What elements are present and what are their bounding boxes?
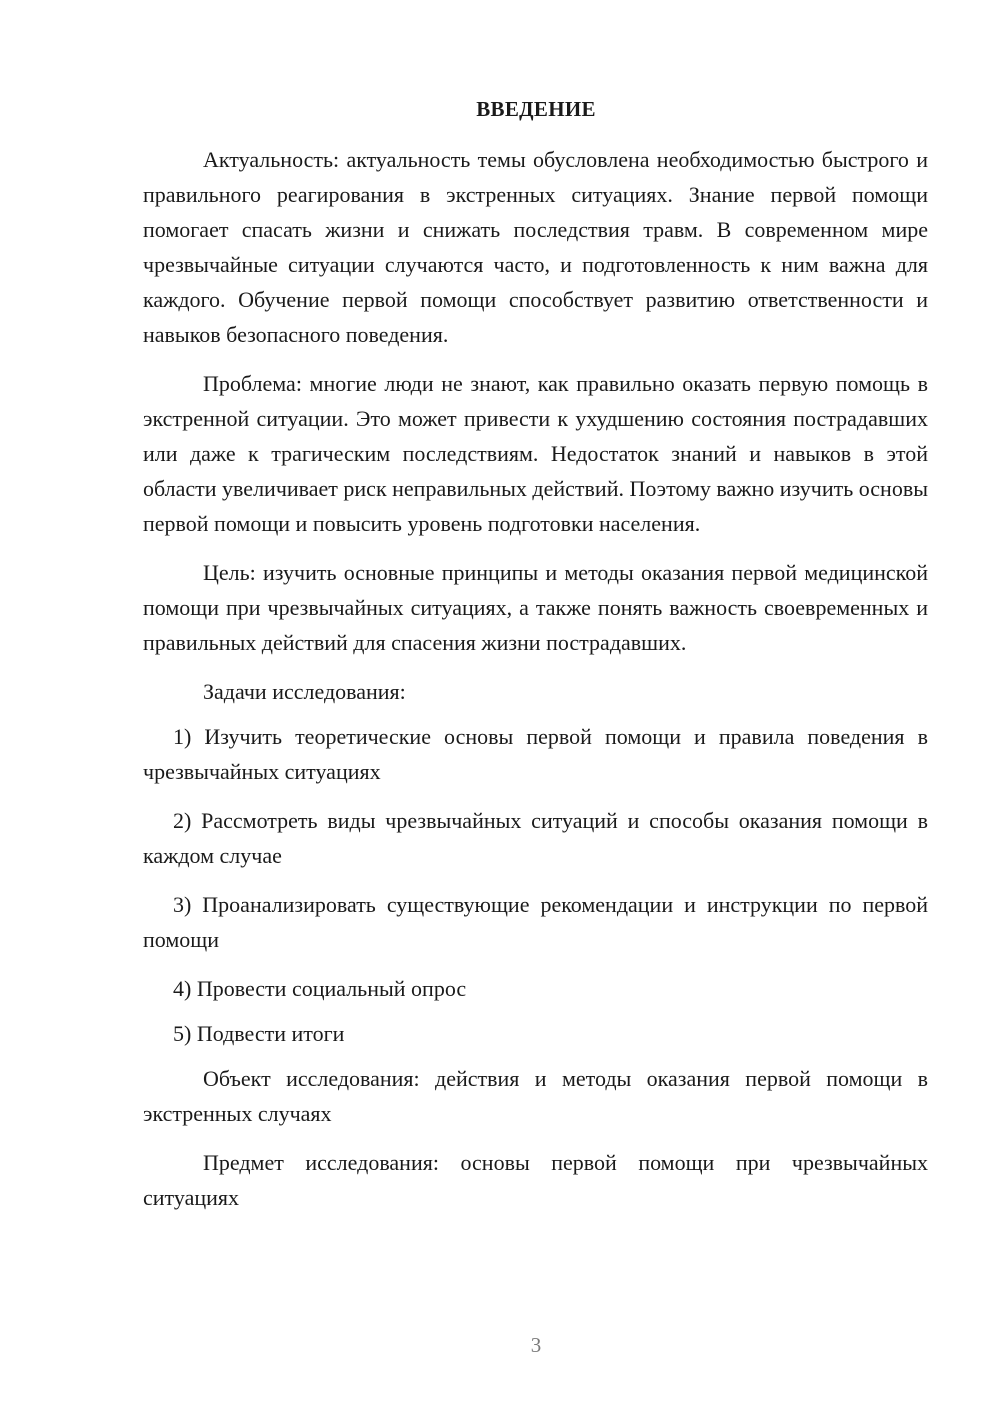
relevance-paragraph: Актуальность: актуальность темы обусловлена необходимостью быстрого и правильного реагирования в экстренных ситуациях. Знание первой помощи помогает спасать жизни и снижать последствия травм. В современном мире чрезвычайные ситуации случаются часто, и подготовленность к ним важна для каждого. Обучение первой помощи способствует развитию ответственности и навыков безопасного поведения.: [143, 147, 928, 347]
list-item: 1) Изучить теоретические основы первой помощи и правила поведения в чрезвычайных ситуациях: [143, 724, 928, 784]
subject-paragraph: Предмет исследования: основы первой помощи при чрезвычайных ситуациях: [143, 1150, 928, 1210]
document-body: [143, 142, 928, 1229]
tasks-intro: Задачи исследования:: [203, 679, 406, 704]
problem-paragraph: Проблема: многие люди не знают, как правильно оказать первую помощь в экстренной ситуации. Это может привести к ухудшению состояния пострадавших или даже к трагическим последствиям. Недостаток знаний и навыков в этой области увеличивает риск неправильных действий. Поэтому важно изучить основы первой помощи и повысить уровень подготовки населения.: [143, 371, 928, 536]
list-item: 3) Проанализировать существующие рекомендации и инструкции по первой помощи: [143, 892, 928, 952]
tasks-list: [143, 719, 928, 1051]
list-item: 2) Рассмотреть виды чрезвычайных ситуаций и способы оказания помощи в каждом случае: [143, 808, 928, 868]
goal-paragraph: Цель: изучить основные принципы и методы оказания первой медицинской помощи при чрезвычайных ситуациях, а также понять важность своевременных и правильных действий для спасения жизни пострадавших.: [143, 560, 928, 655]
page-title: ВВЕДЕНИЕ: [476, 97, 596, 121]
list-item: 4) Провести социальный опрос: [173, 976, 467, 1001]
object-paragraph: Объект исследования: действия и методы оказания первой помощи в экстренных случаях: [143, 1066, 928, 1126]
page-number: 3: [530, 1333, 542, 1357]
list-item: 5) Подвести итоги: [173, 1021, 345, 1046]
